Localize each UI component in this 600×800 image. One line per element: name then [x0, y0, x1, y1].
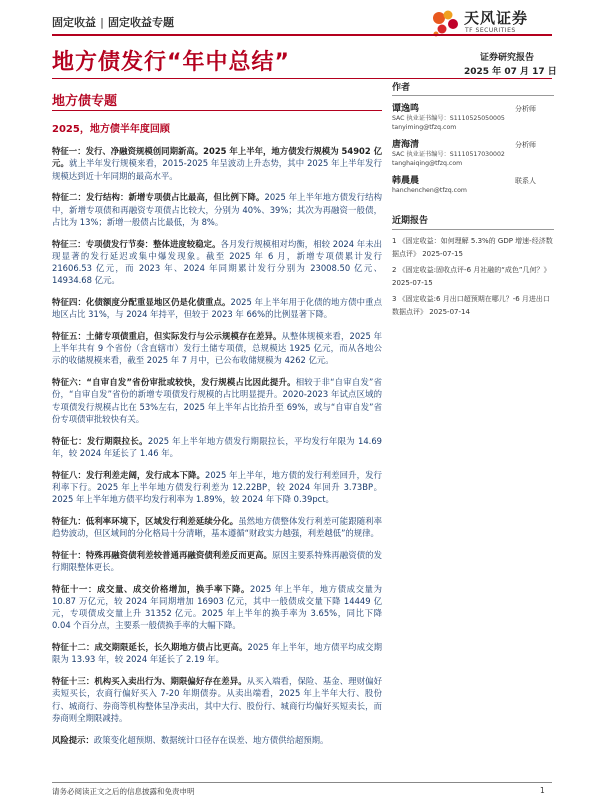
feature-text: 2025 年上半年用于化债的地方债中重点地区占比 31%，与 2024 年持平，但较于 2023 年 66%的比例显著下降。 [52, 297, 382, 320]
authors-label: 作者 [392, 80, 554, 96]
author-list [392, 101, 554, 195]
feature-text: 2025 年上半年，地方债成交量为 10.87 万亿元，较 2024 年同期增加 16903 亿元，其中一般债成交量下降 14449 亿元，专项债成交量上升 31352 亿元。2025 年上半年的换手率为 3.65%，同比下降 0.04 个百分点，主要系一般债换手率的大幅下降。 [52, 583, 382, 631]
author-name: 唐海清 [392, 140, 420, 150]
paragraph-list [52, 145, 382, 746]
author-card [392, 101, 554, 132]
page-title: 地方债发行“年中总结” [52, 50, 290, 75]
feature-heading: 特征七：发行期限拉长。 [52, 435, 148, 446]
header-divider [52, 34, 552, 36]
report-type: 证券研究报告 [480, 53, 535, 63]
author-header [392, 101, 554, 114]
feature-heading: 特征十三：机构买入卖出行为、期限偏好存在差异。 [52, 676, 247, 687]
author-email[interactable]: tanghaiqing@tfzq.com [392, 160, 463, 167]
feature-paragraph [52, 515, 382, 539]
tf-securities-logo [428, 4, 568, 44]
report-date: 2025 年 07 月 17 日 [464, 67, 557, 77]
feature-text: 2025 年上半年地方债发行期限拉长，平均发行年限为 14.69 年，较 2024 年延长了 1.46 年。 [52, 435, 382, 458]
author-sac-number: SAC 执业证书编号：S1110517030002 [392, 151, 505, 158]
page-number: 1 [540, 786, 545, 795]
feature-paragraph [52, 469, 382, 506]
top-category-bar [52, 14, 174, 30]
feature-heading: 特征十二：成交期限延长，长久期地方债占比更高。 [52, 642, 248, 653]
recent-report-item[interactable]: 1 《固定收益：如何理解 5.3%的 GDP 增速-经济数据点评》 2025-07-15 [392, 237, 553, 258]
author-header [392, 173, 554, 186]
feature-paragraph [52, 641, 382, 665]
feature-heading: 特征三：专项债发行节奏：整体进度较稳定。 [52, 238, 221, 249]
feature-heading: 特征十：特殊再融资债利差较普通再融资债利差反而更高。 [52, 549, 273, 560]
author-name: 谭逸鸣 [392, 104, 420, 114]
feature-text: 就上半年发行规模来看，2015-2025 年呈波动上升态势，其中 2025 年上半年发行规模达到近十年同期的最高水平。 [52, 158, 383, 181]
subject-divider [52, 110, 382, 111]
feature-paragraph [52, 145, 382, 182]
author-email[interactable]: hanchenchen@tfzq.com [392, 187, 467, 194]
feature-paragraph [52, 376, 382, 425]
feature-heading: 特征八：发行利差走阔，发行成本下降。 [52, 469, 206, 480]
feature-paragraph [52, 238, 382, 287]
feature-heading: 特征二：发行结构：新增专项债占比最高，但比例下降。 [52, 192, 265, 203]
recent-report-list [392, 235, 554, 319]
author-name: 韩晨晨 [392, 176, 420, 186]
feature-paragraph [52, 583, 382, 632]
category-separator: | [100, 16, 105, 29]
feature-text: 从整体规模来看，2025 年上半年共有 9 个省份（含直辖市）发行土储专项债，总规模达 1925 亿元，而从各地公示的收储规模来看，截至 2025 年 7 月中，已公布收储规模为 4262 亿元。 [52, 331, 382, 366]
author-role: 联系人 [515, 177, 536, 185]
feature-heading: 特征一：发行、净融资规模创同期新高。2025 年上半年，地方债发行规模为 54902 亿元。 [52, 146, 382, 169]
feature-text: 政策变化超预期、数据统计口径存在误差、地方债供给超预期。 [93, 734, 329, 745]
author-card [392, 173, 554, 195]
feature-text: 2025 年上半年地方债发行结构中，新增专项债和再融资专项债占比较大，分别为 40%、39%；其次为再融资一般债，占比为 13%；新增一般债占比最低，为 8%。 [52, 192, 382, 227]
feature-heading: 特征十一：成交量、成交价格增加，换手率下降。 [52, 583, 251, 594]
feature-heading: 特征九：低利率环境下，区域发行利差延续分化。 [52, 515, 239, 526]
report-subject: 地方债专题 [52, 94, 118, 109]
feature-paragraph [52, 296, 382, 320]
subcategory-label: 固定收益专题 [108, 16, 175, 29]
recent-report-item[interactable]: 3 《固定收益:6 月出口超预期在哪儿？-6 月进出口数据点评》 2025-07-14 [392, 295, 550, 316]
logo-text-cn: 天风证券 [464, 9, 529, 27]
feature-text: 各月发行规模相对均衡，相较 2024 年未出现显著的发行延迟或集中爆发现象。截至 2025 年 6 月，新增专项债累计发行 21606.53 亿元，而 2023 年、2024 年同期累计发行分别为 23008.50 亿元、14934.68 亿元。 [52, 238, 383, 286]
section-title: 2025，地方债半年度回顾 [52, 124, 170, 135]
feature-text: 虽然地方债整体发行利差可能跟随利率趋势波动，但区域间的分化格局十分清晰，基本遵循“财政实力越强，利差越低”的规律。 [52, 515, 382, 539]
feature-text: 2025 年上半年，地方债的发行利差回升，发行利率下行。2025 年上半年地方债发行利差为 12.22BP，较 2024 年回升 3.73BP。2025 年上半年地方债平均发行利率为 1.89%，较 2024 年下降 0.39pct。 [52, 469, 382, 505]
feature-text: 从买入端看，保险、基金、理财偏好卖短买长，农商行偏好买入 7-20 年期债券。从卖出端看，2025 年上半年大行、股份行、城商行、券商等机构整体呈净卖出，其中大行、股份行、城商行均偏好买短卖长，而券商则全期限减持。 [52, 676, 383, 723]
feature-paragraph [52, 435, 382, 459]
feature-paragraph [52, 549, 382, 573]
feature-text: 原因主要系特殊再融资债的发行期限整体更长。 [52, 549, 383, 573]
feature-paragraph [52, 191, 382, 228]
author-header [392, 137, 554, 150]
feature-heading: 风险提示： [52, 734, 94, 745]
title-divider [52, 78, 552, 79]
feature-heading: 特征四：化债额度分配重显地区仍是化债重点。 [52, 297, 231, 308]
author-sac-number: SAC 执业证书编号：S1110525050005 [392, 115, 505, 122]
footer-disclaimer: 请务必阅读正文之后的信息披露和免责申明 [52, 787, 195, 796]
sidebar [392, 80, 554, 322]
feature-paragraph [52, 330, 382, 367]
main-content [52, 124, 382, 755]
author-role: 分析师 [515, 141, 536, 149]
feature-heading: 特征六：“自审自发”省份审批或较快，发行规模占比因此提升。 [52, 377, 296, 388]
feature-text: 2025 年上半年，地方债平均成交期限为 13.93 年，较 2024 年延长了 2.19 年。 [52, 642, 382, 665]
author-role: 分析师 [515, 105, 536, 113]
category-label: 固定收益 [52, 16, 96, 29]
feature-text: 相较于非“自审自发”省份，“自审自发”省份的新增专项债发行规模的占比明显提升。2020-2023 年试点区域的专项债发行规模占比在 53%左右，2025 年上半年占比抬升至 69%，或与“自审自发”省份专项债审批较快有关。 [52, 377, 382, 424]
recent-reports-label: 近期报告 [392, 213, 554, 230]
recent-report-item[interactable]: 2 《固定收益:固收点评-6 月社融的“成色”几何？》 2025-07-15 [392, 266, 551, 287]
footer-divider [52, 782, 552, 783]
author-email[interactable]: tanyiming@tfzq.com [392, 124, 457, 131]
feature-paragraph [52, 734, 382, 746]
feature-heading: 特征五：土储专项债重启，但实际发行与公示规模存在差异。 [52, 331, 282, 342]
feature-paragraph [52, 675, 382, 724]
logo-text-en: TF SECURITIES [465, 27, 516, 34]
author-card [392, 137, 554, 168]
